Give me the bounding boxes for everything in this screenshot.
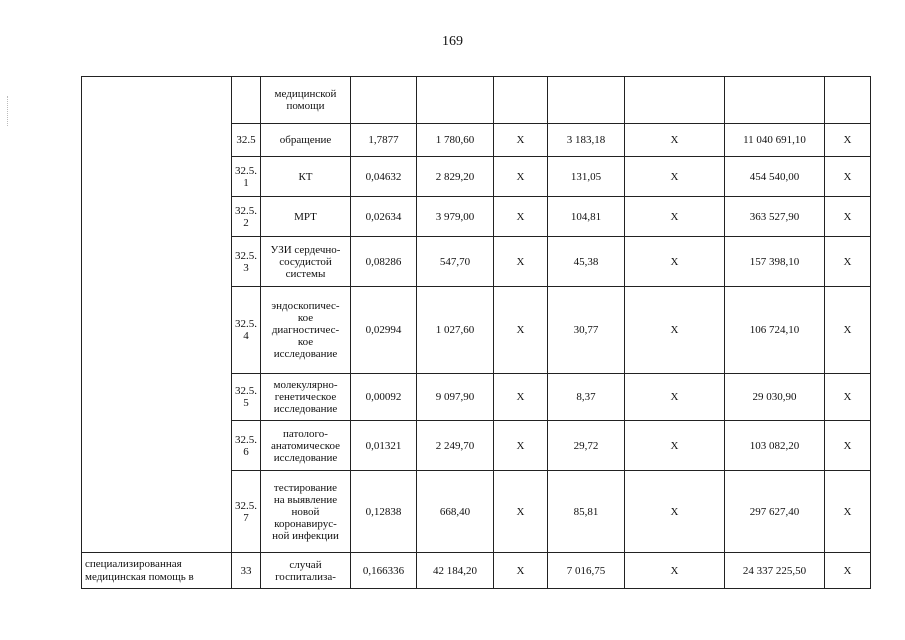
category-cell xyxy=(82,77,232,553)
ratio-cell xyxy=(351,77,417,124)
category-text: специализированная xyxy=(85,557,182,570)
x-cell: Х xyxy=(625,553,725,589)
ratio-cell: 0,04632 xyxy=(351,157,417,197)
x-cell: Х xyxy=(625,421,725,471)
x-cell: Х xyxy=(825,197,871,237)
code-cell: 32.5. 6 xyxy=(232,421,261,471)
total-cell: 24 337 225,50 xyxy=(725,553,825,589)
unit-cell: медицинской помощи xyxy=(261,77,351,124)
unit-cell: случай госпитализа- xyxy=(261,553,351,589)
x-cell: Х xyxy=(494,157,548,197)
x-cell: Х xyxy=(494,237,548,287)
total-cell: 297 627,40 xyxy=(725,471,825,553)
per-capita-cell: 8,37 xyxy=(548,374,625,421)
x-cell: Х xyxy=(494,197,548,237)
per-capita-cell: 131,05 xyxy=(548,157,625,197)
unit-cell: КТ xyxy=(261,157,351,197)
x-cell: Х xyxy=(494,471,548,553)
ratio-cell: 0,08286 xyxy=(351,237,417,287)
cost-cell: 2 829,20 xyxy=(417,157,494,197)
x-cell: Х xyxy=(825,471,871,553)
x-cell: Х xyxy=(494,553,548,589)
total-cell: 106 724,10 xyxy=(725,287,825,374)
code-cell: 32.5. 1 xyxy=(232,157,261,197)
ratio-cell: 0,02994 xyxy=(351,287,417,374)
per-capita-cell: 30,77 xyxy=(548,287,625,374)
x-cell: Х xyxy=(625,197,725,237)
per-capita-cell xyxy=(548,77,625,124)
x-cell: Х xyxy=(825,237,871,287)
table-row xyxy=(82,77,871,124)
category-text: медицинская помощь в xyxy=(85,570,194,583)
per-capita-cell: 45,38 xyxy=(548,237,625,287)
per-capita-cell: 104,81 xyxy=(548,197,625,237)
ratio-cell: 1,7877 xyxy=(351,124,417,157)
cost-cell: 9 097,90 xyxy=(417,374,494,421)
unit-cell: эндоскопичес- кое диагностичес- кое исследование xyxy=(261,287,351,374)
total-cell: 103 082,20 xyxy=(725,421,825,471)
ratio-cell: 0,02634 xyxy=(351,197,417,237)
code-cell: 33 xyxy=(232,553,261,589)
data-table xyxy=(81,76,871,589)
unit-cell: тестирование на выявление новой коронавирус- ной инфекции xyxy=(261,471,351,553)
unit-cell: молекулярно- генетическое исследование xyxy=(261,374,351,421)
x-cell xyxy=(494,77,548,124)
total-cell: 157 398,10 xyxy=(725,237,825,287)
cost-cell: 3 979,00 xyxy=(417,197,494,237)
x-cell: Х xyxy=(825,374,871,421)
cost-cell: 42 184,20 xyxy=(417,553,494,589)
total-cell: 454 540,00 xyxy=(725,157,825,197)
total-cell: 11 040 691,10 xyxy=(725,124,825,157)
x-cell: Х xyxy=(625,287,725,374)
cost-cell: 1 780,60 xyxy=(417,124,494,157)
table-row xyxy=(82,553,871,589)
x-cell: Х xyxy=(625,124,725,157)
code-cell: 32.5. 7 xyxy=(232,471,261,553)
x-cell xyxy=(625,77,725,124)
table-body xyxy=(82,77,871,589)
x-cell: Х xyxy=(825,157,871,197)
x-cell: Х xyxy=(825,421,871,471)
x-cell: Х xyxy=(825,124,871,157)
x-cell: Х xyxy=(625,374,725,421)
x-cell: Х xyxy=(494,287,548,374)
ratio-cell: 0,166336 xyxy=(351,553,417,589)
cost-cell: 668,40 xyxy=(417,471,494,553)
cost-cell: 1 027,60 xyxy=(417,287,494,374)
x-cell: Х xyxy=(825,287,871,374)
x-cell: Х xyxy=(625,471,725,553)
total-cell: 363 527,90 xyxy=(725,197,825,237)
category-cell xyxy=(82,553,232,589)
total-cell xyxy=(725,77,825,124)
x-cell: Х xyxy=(494,124,548,157)
unit-cell: обращение xyxy=(261,124,351,157)
unit-cell: патолого- анатомическое исследование xyxy=(261,421,351,471)
per-capita-cell: 7 016,75 xyxy=(548,553,625,589)
x-cell: Х xyxy=(625,157,725,197)
ratio-cell: 0,01321 xyxy=(351,421,417,471)
x-cell: Х xyxy=(494,421,548,471)
ratio-cell: 0,12838 xyxy=(351,471,417,553)
cost-cell xyxy=(417,77,494,124)
per-capita-cell: 29,72 xyxy=(548,421,625,471)
page-number: 169 xyxy=(442,34,463,49)
code-cell: 32.5. 5 xyxy=(232,374,261,421)
x-cell: Х xyxy=(825,553,871,589)
total-cell: 29 030,90 xyxy=(725,374,825,421)
per-capita-cell: 85,81 xyxy=(548,471,625,553)
x-cell xyxy=(825,77,871,124)
per-capita-cell: 3 183,18 xyxy=(548,124,625,157)
unit-cell: МРТ xyxy=(261,197,351,237)
ratio-cell: 0,00092 xyxy=(351,374,417,421)
code-cell: 32.5. 2 xyxy=(232,197,261,237)
code-cell xyxy=(232,77,261,124)
code-cell: 32.5 xyxy=(232,124,261,157)
code-cell: 32.5. 3 xyxy=(232,237,261,287)
x-cell: Х xyxy=(494,374,548,421)
cost-cell: 547,70 xyxy=(417,237,494,287)
code-cell: 32.5. 4 xyxy=(232,287,261,374)
x-cell: Х xyxy=(625,237,725,287)
unit-cell: УЗИ сердечно- сосудистой системы xyxy=(261,237,351,287)
cost-cell: 2 249,70 xyxy=(417,421,494,471)
margin-mark xyxy=(7,96,9,126)
